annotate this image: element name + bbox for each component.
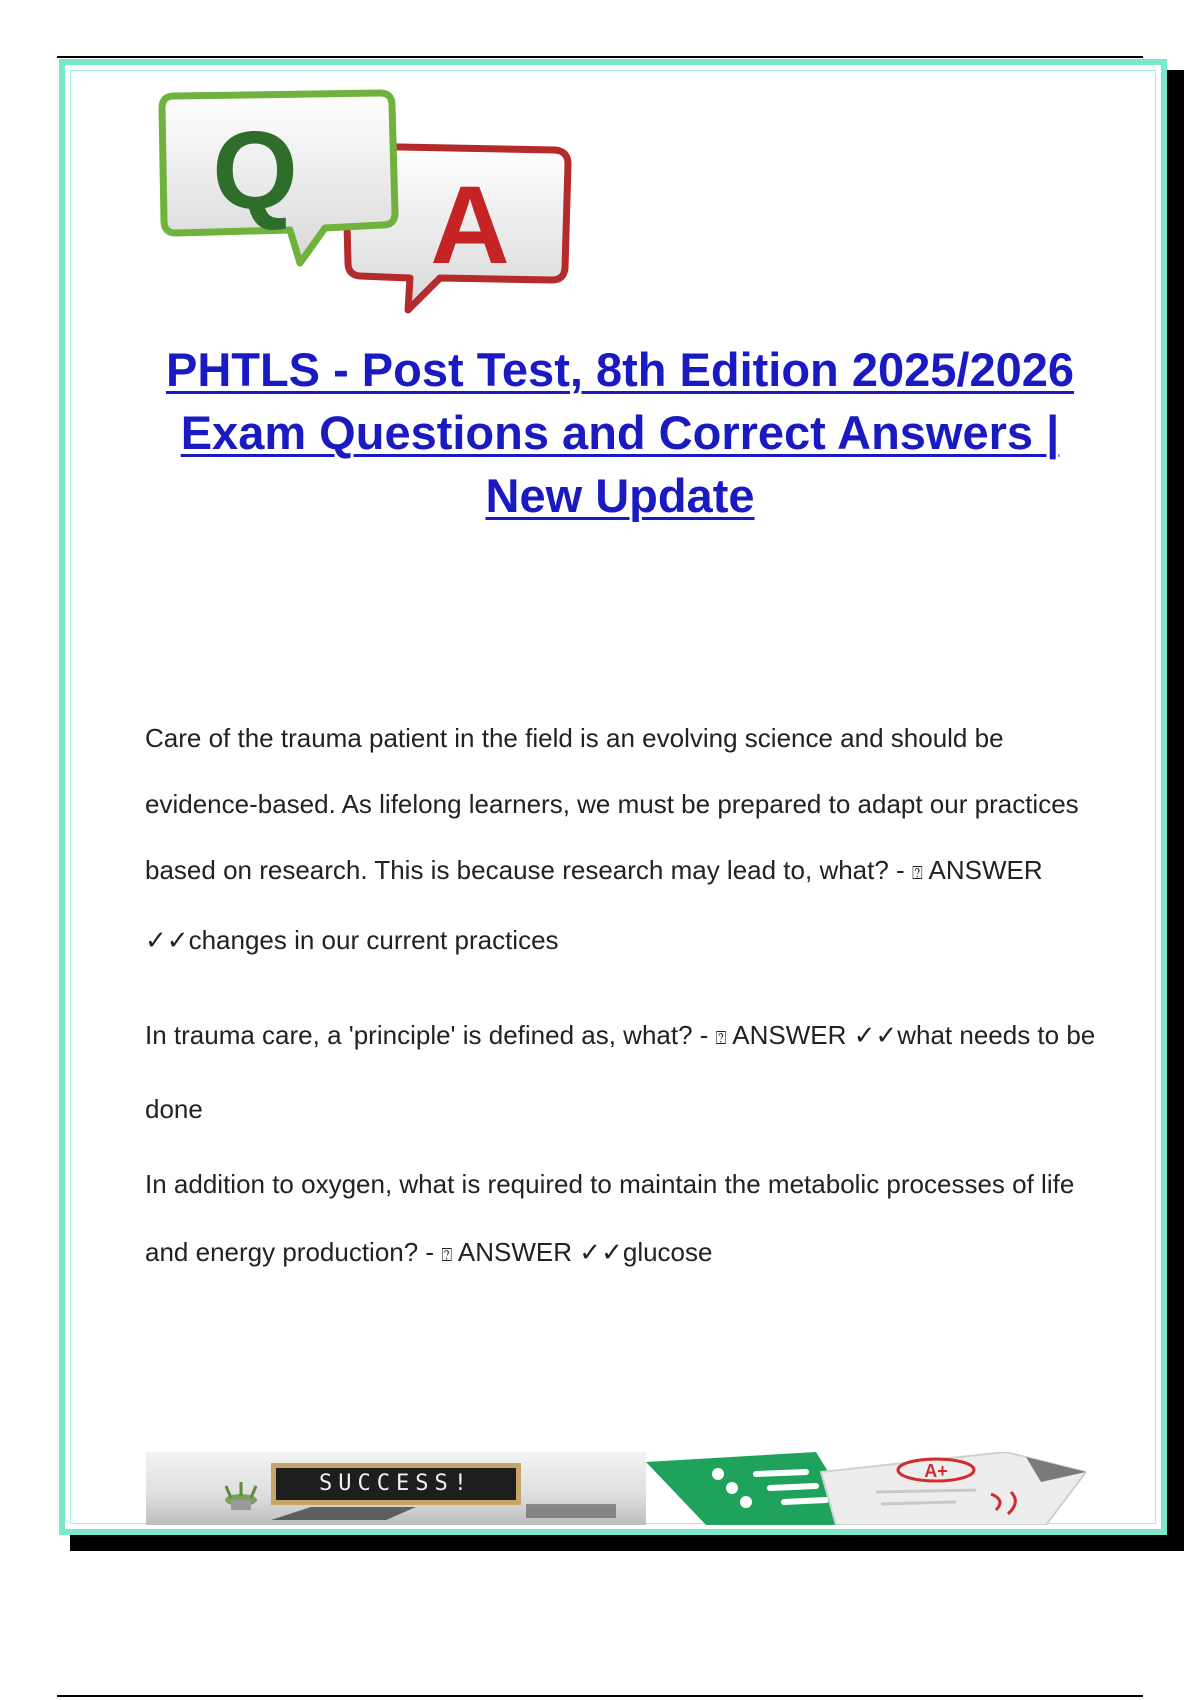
qa-speech-bubbles-icon — [150, 88, 580, 338]
answer-glyph: ⍰ — [441, 1245, 453, 1266]
check-marks: ✓✓ — [145, 926, 189, 956]
answer-glyph: ⍰ — [911, 863, 923, 884]
answer-marker: ANSWER — [732, 1020, 847, 1050]
a-letter: A — [430, 164, 510, 287]
document-title[interactable]: PHTLS - Post Test, 8th Edition 2025/2026 Exam Questions and Correct Answers | New Update — [165, 343, 1075, 522]
answer-marker: ANSWER — [928, 855, 1043, 885]
grade-stamp: A+ — [924, 1461, 948, 1481]
q-letter: Q — [212, 109, 298, 232]
answer-glyph: ⍰ — [715, 1028, 727, 1049]
top-rule — [57, 56, 1143, 58]
answer-text: changes in our current practices — [188, 925, 559, 955]
check-marks: ✓✓ — [853, 1021, 898, 1051]
question-text: In trauma care, a 'principle' is defined as, what? — [145, 1020, 693, 1050]
success-banner-image — [146, 1452, 646, 1525]
qa-item: In trauma care, a 'principle' is defined as, what? - ⍰ ANSWER ✓✓what needs to be done — [145, 1020, 1096, 1124]
question-text: Care of the trauma patient in the field is an evolving science and should be evidence-based. As lifelong learners, we must be prepared to adapt our practices based on research. This is because research may lead to, what? — [145, 723, 1079, 885]
question-text: In addition to oxygen, what is required to maintain the metabolic processes of life and energy production? — [145, 1169, 1075, 1267]
grade-document-image — [646, 1452, 1086, 1525]
success-board: SUCCESS! — [271, 1463, 521, 1505]
answer-text: glucose — [622, 1237, 713, 1267]
answer-marker: ANSWER — [457, 1237, 573, 1267]
qa-item: In addition to oxygen, what is required to maintain the metabolic processes of life and energy production? - ⍰ ANSWER ✓✓glucose — [145, 1169, 1075, 1268]
check-marks: ✓✓ — [579, 1238, 623, 1268]
answer-text: what needs to be done — [145, 1020, 1096, 1124]
bottom-rule — [57, 1695, 1143, 1697]
qa-item: Care of the trauma patient in the field is an evolving science and should be evidence-based. As lifelong learners, we must be prepared to adapt our practices based on research. This is because research may lead to, what? - ⍰ ANSWER ✓✓changes in our current practices — [145, 723, 1079, 956]
